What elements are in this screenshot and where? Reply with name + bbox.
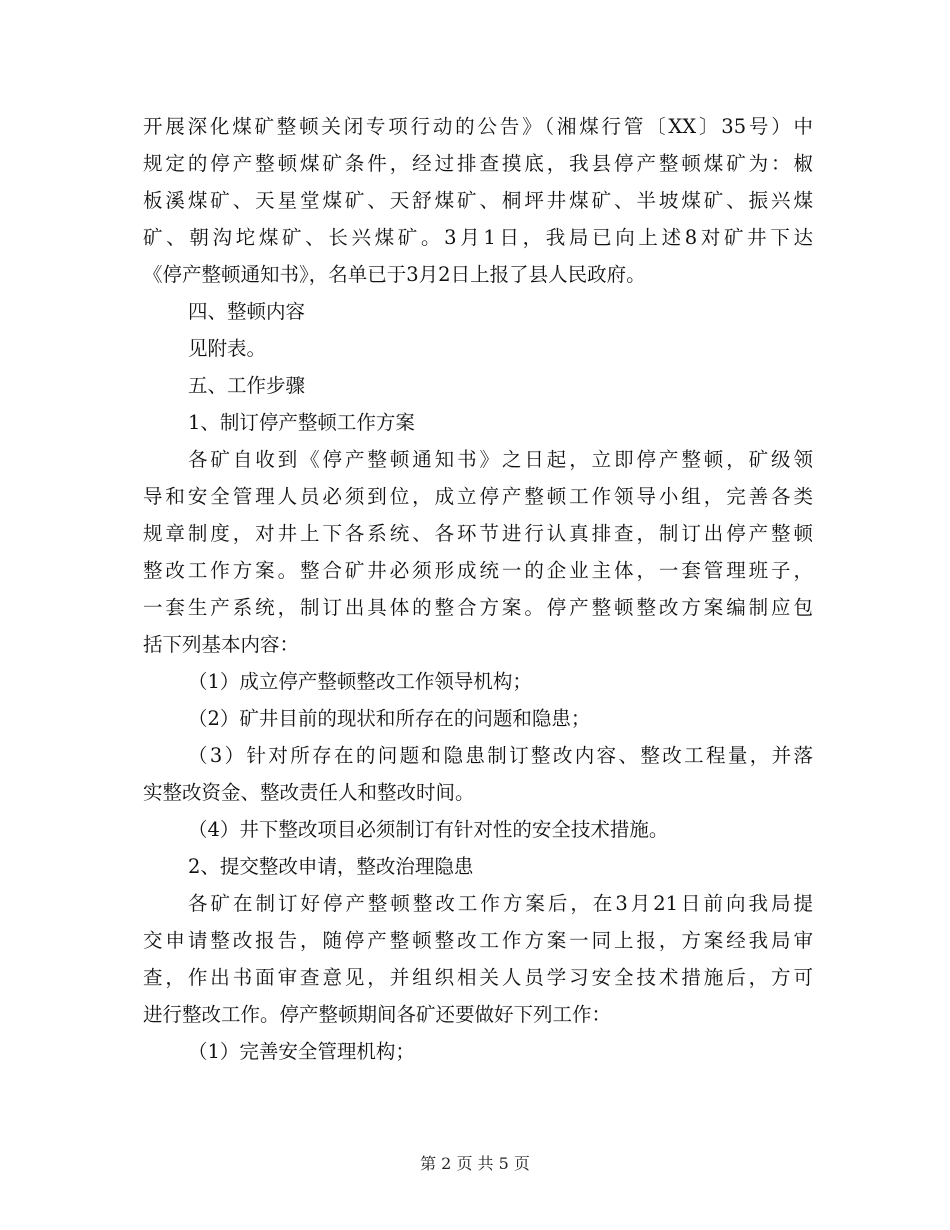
list-item: （4）井下整改项目必须制订有针对性的安全技术措施。 (188, 818, 669, 841)
text-line: 见附表。 (188, 337, 267, 360)
list-item: （1）完善安全管理机构； (188, 1040, 415, 1063)
subsection-heading: 2、提交整改申请，整改治理隐患 (188, 855, 474, 878)
text-line: 各矿自收到《停产整顿通知书》之日起，立即停产整顿，矿级领 (188, 448, 813, 471)
list-item: （1）成立停产整顿整改工作领导机构； (188, 670, 532, 693)
text-line: 规定的停产整顿煤矿条件，经过排查摸底，我县停产整顿煤矿为：椒 (143, 152, 813, 175)
page-footer: 第 2 页 共 5 页 (420, 1154, 530, 1173)
text-line: 板溪煤矿、天星堂煤矿、天舒煤矿、桐坪井煤矿、半坡煤矿、振兴煤 (143, 189, 813, 212)
text-line: 查，作出书面审查意见，并组织相关人员学习安全技术措施后，方可 (143, 966, 813, 989)
text-line: 进行整改工作。停产整顿期间各矿还要做好下列工作： (143, 1003, 612, 1026)
subsection-heading: 1、制订停产整顿工作方案 (188, 411, 415, 434)
list-item: （3）针对所存在的问题和隐患制订整改内容、整改工程量，并落 (188, 744, 813, 767)
text-line: 实整改资金、整改责任人和整改时间。 (143, 781, 475, 804)
text-line: 交申请整改报告，随停产整顿整改工作方案一同上报，方案经我局审 (143, 929, 813, 952)
text-line: 开展深化煤矿整顿关闭专项行动的公告》（湘煤行管〔XX〕35号）中 (143, 115, 813, 138)
document-body (143, 108, 813, 1070)
text-line: 括下列基本内容： (143, 633, 300, 656)
section-heading: 四、整顿内容 (188, 300, 306, 323)
list-item: （2）矿井目前的现状和所存在的问题和隐患； (188, 707, 591, 730)
section-heading: 五、工作步骤 (188, 374, 306, 397)
text-line: 整改工作方案。整合矿井必须形成统一的企业主体，一套管理班子， (143, 559, 813, 582)
text-line: 规章制度，对井上下各系统、各环节进行认真排查，制订出停产整顿 (143, 522, 813, 545)
text-line: 《停产整顿通知书》，名单已于3月2日上报了县人民政府。 (143, 263, 646, 286)
text-line: 各矿在制订好停产整顿整改工作方案后，在3月21日前向我局提 (188, 892, 813, 915)
text-line: 导和安全管理人员必须到位，成立停产整顿工作领导小组，完善各类 (143, 485, 813, 508)
text-line: 一套生产系统，制订出具体的整合方案。停产整顿整改方案编制应包 (143, 596, 813, 619)
text-line: 矿、朝沟坨煤矿、长兴煤矿。3月1日，我局已向上述8对矿井下达 (143, 226, 813, 249)
